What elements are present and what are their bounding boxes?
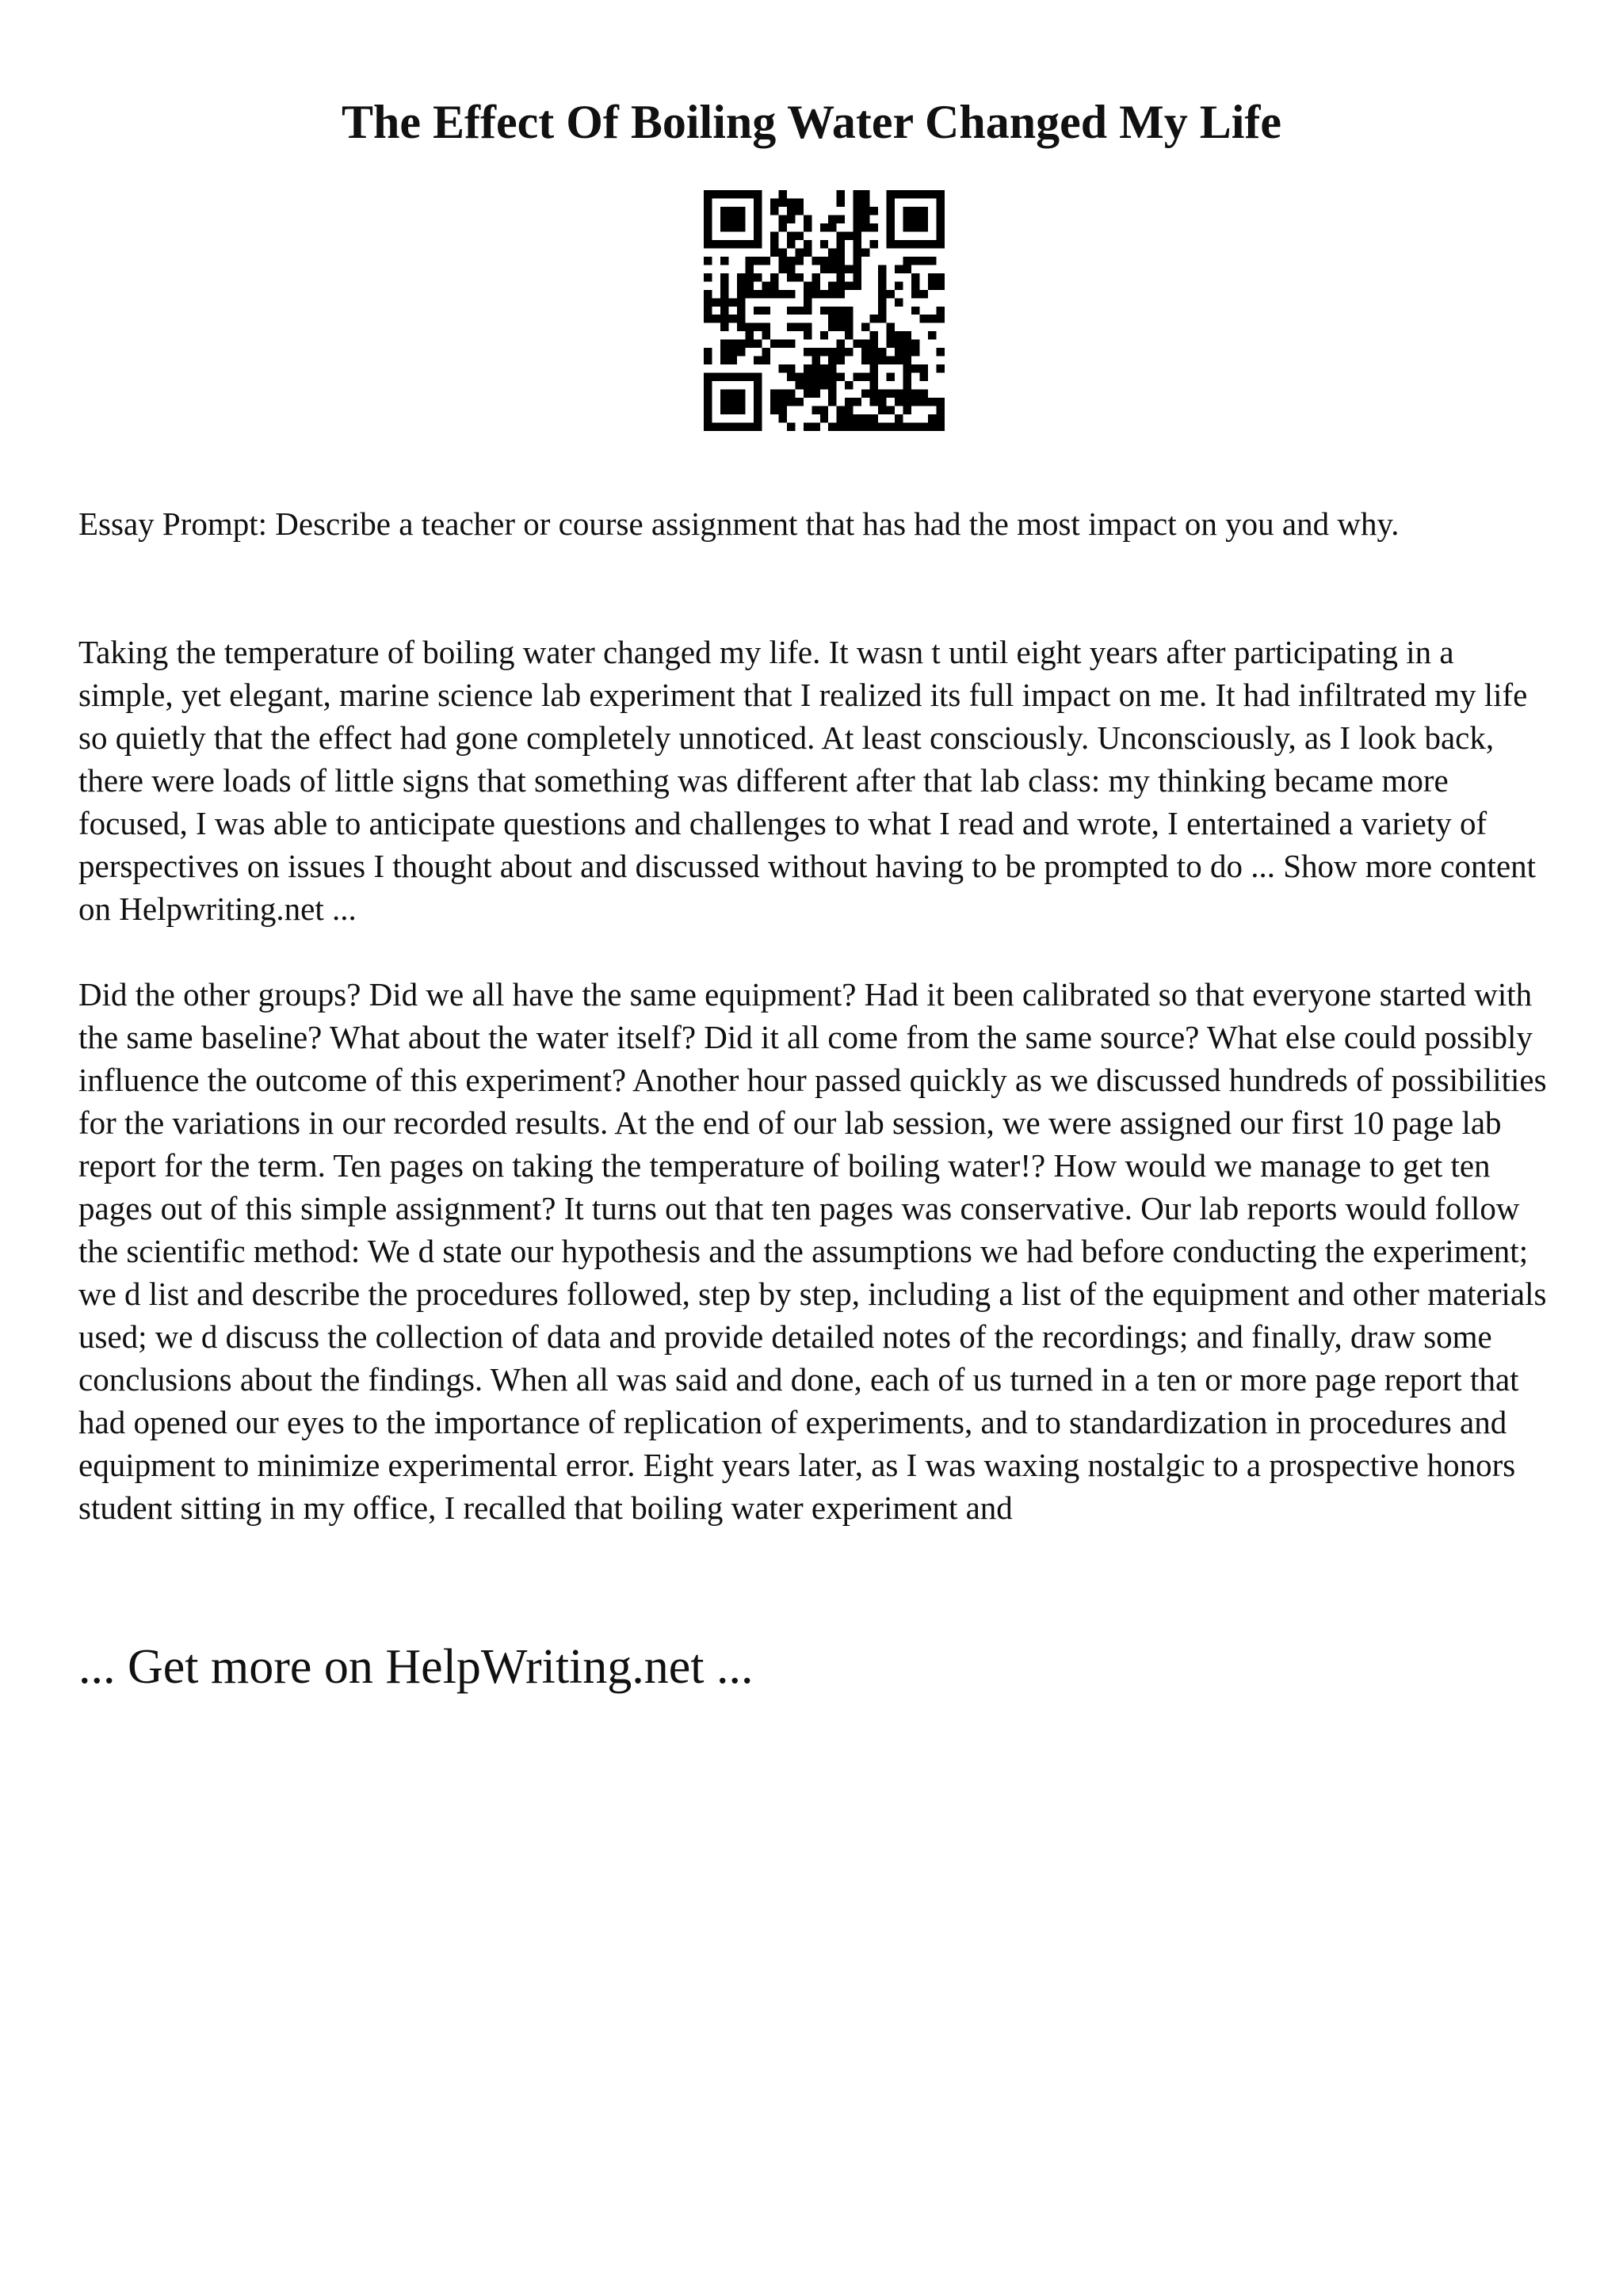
qr-code-graphic	[704, 190, 945, 431]
essay-paragraph-1: Taking the temperature of boiling water changed my life. It wasn t until eight years after participating in a simple, yet elegant, marine science lab experiment that I realized its full impact on me. It had infiltrated my life so quietly that the effect had gone completely unnoticed. At least consciously. Unconsciously, as I look back, there were loads of little signs that something was different after that lab class: my thinking became more focused, I was able to anticipate questions and challenges to what I read and wrote, I entertained a variety of perspectives on issues I thought about and discussed without having to be prompted to do ... Show more content on Helpwriting.net ...	[78, 634, 1537, 927]
essay-prompt: Essay Prompt: Describe a teacher or course assignment that has had the most impact on you and why.	[78, 505, 1400, 542]
helpwriting-link[interactable]: ... Get more on HelpWriting.net ...	[78, 1640, 754, 1694]
qr-code-icon[interactable]	[704, 190, 945, 431]
page-title: The Effect Of Boiling Water Changed My Life	[341, 96, 1282, 148]
essay-paragraph-2: Did the other groups? Did we all have the same equipment? Had it been calibrated so that everyone started with the same baseline? What about the water itself? Did it all come from the same source? What else could possibly influence the outcome of this experiment? Another hour passed quickly as we discussed hundreds of possibilities for the variations in our recorded results. At the end of our lab session, we were assigned our first 10 page lab report for the term. Ten pages on taking the temperature of boiling water!? How would we manage to get ten pages out of this simple assignment? It turns out that ten pages was conservative. Our lab reports would follow the scientific method: We d state our hypothesis and the assumptions we had before conducting the experiment; we d list and describe the procedures followed, step by step, including a list of the equipment and other materials used; we d discuss the collection of data and provide detailed notes of the recordings; and finally, draw some conclusions about the findings. When all was said and done, each of us turned in a ten or more page report that had opened our eyes to the importance of replication of experiments, and to standardization in procedures and equipment to minimize experimental error. Eight years later, as I was waxing nostalgic to a prospective honors student sitting in my office, I recalled that boiling water experiment and	[78, 976, 1547, 1526]
